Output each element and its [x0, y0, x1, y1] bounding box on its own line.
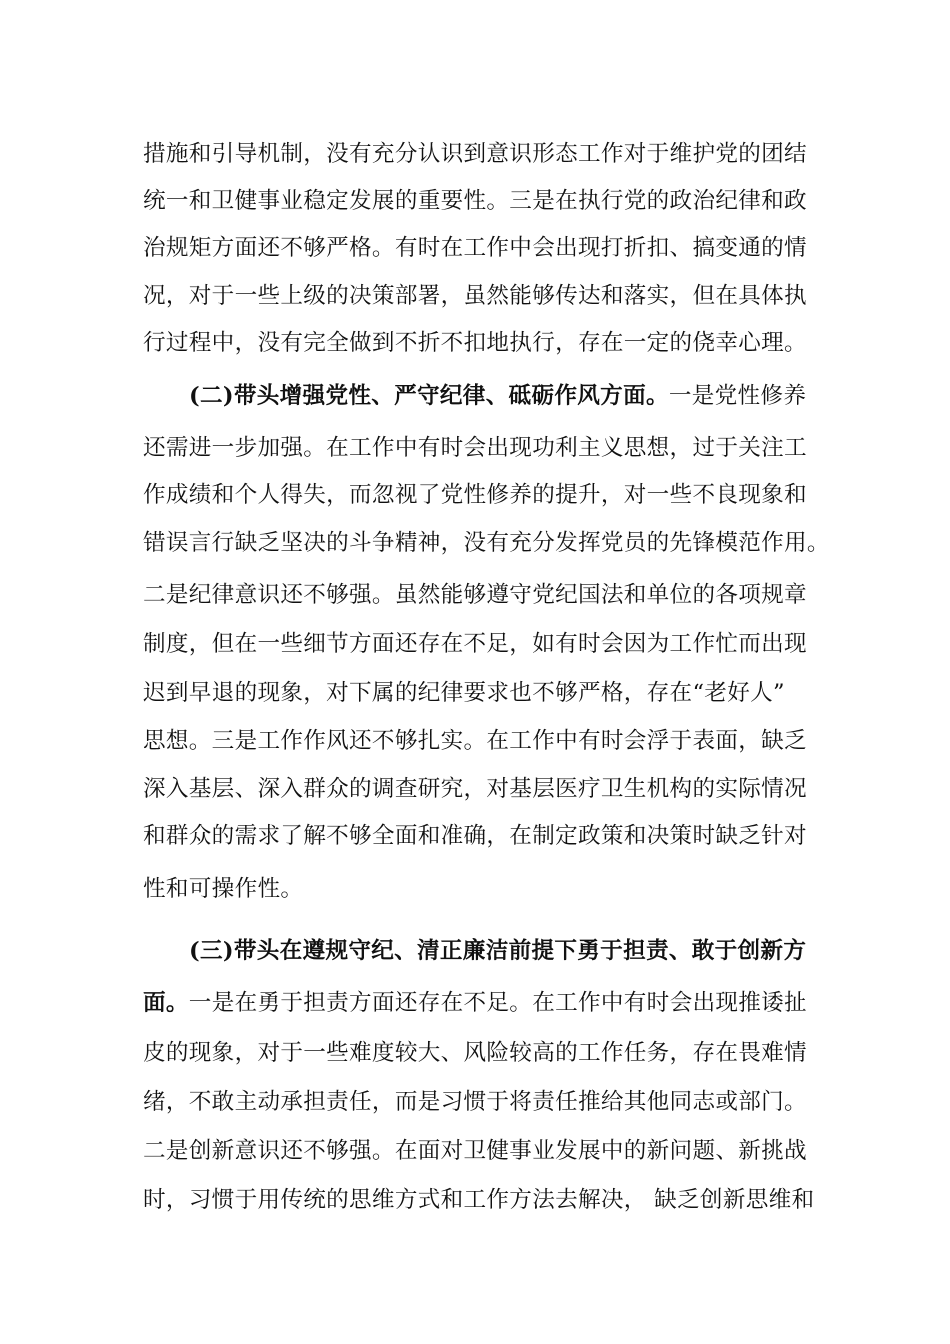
- text-line: 还需进一步加强。在工作中有时会出现功利主义思想，过于关注工: [143, 435, 807, 461]
- section-3-heading-end: 面。: [143, 990, 189, 1016]
- text-line: 行过程中，没有完全做到不折不扣地执行，存在一定的侥幸心理。: [143, 330, 807, 356]
- text-line: 迟到早退的现象，对下属的纪律要求也不够严格，存在“老好人”: [143, 680, 785, 706]
- text-line: 作成绩和个人得失，而忽视了党性修养的提升，对一些不良现象和: [143, 482, 807, 508]
- section-2-heading: (二)带头增强党性、严守纪律、砥砺作风方面。: [189, 383, 669, 409]
- text-line: 治规矩方面还不够严格。有时在工作中会出现打折扣、搞变通的情: [143, 235, 807, 261]
- text-line: 绪，不敢主动承担责任，而是习惯于将责任推给其他同志或部门。: [143, 1089, 807, 1115]
- text-line: 性和可操作性。: [143, 876, 304, 902]
- text-line: 错误言行缺乏坚决的斗争精神，没有充分发挥党员的先锋模范作用。: [143, 530, 830, 556]
- text-line: 和群众的需求了解不够全面和准确，在制定政策和决策时缺乏针对: [143, 823, 807, 849]
- text-line: 思想。三是工作作风还不够扎实。在工作中有时会浮于表面，缺乏: [143, 728, 807, 754]
- text-line: 二是创新意识还不够强。在面对卫健事业发展中的新问题、新挑战: [143, 1138, 807, 1164]
- text-line: 况，对于一些上级的决策部署，虽然能够传达和落实，但在具体执: [143, 283, 807, 309]
- text-line: 措施和引导机制，没有充分认识到意识形态工作对于维护党的团结: [143, 141, 807, 167]
- text-line: 二是纪律意识还不够强。虽然能够遵守党纪国法和单位的各项规章: [143, 582, 807, 608]
- section-3-second-line: [143, 983, 823, 1023]
- text-line: 时，习惯于用传统的思维方式和工作方法去解决， 缺乏创新思维和: [143, 1187, 815, 1213]
- text-line: 统一和卫健事业稳定发展的重要性。三是在执行党的政治纪律和政: [143, 188, 807, 214]
- text-line: 制度，但在一些细节方面还存在不足，如有时会因为工作忙而出现: [143, 631, 807, 657]
- section-2-first-line-rest: 一是党性修养: [668, 383, 807, 409]
- section-3-second-line-rest: 一是在勇于担责方面还存在不足。在工作中有时会出现推诿扯: [188, 990, 807, 1016]
- section-3-heading: (三)带头在遵规守纪、清正廉洁前提下勇于担责、敢于创新方: [189, 938, 807, 964]
- section-2-first-line: [189, 376, 823, 416]
- text-line: 深入基层、深入群众的调查研究，对基层医疗卫生机构的实际情况: [143, 776, 807, 802]
- text-line: 皮的现象，对于一些难度较大、风险较高的工作任务，存在畏难情: [143, 1040, 807, 1066]
